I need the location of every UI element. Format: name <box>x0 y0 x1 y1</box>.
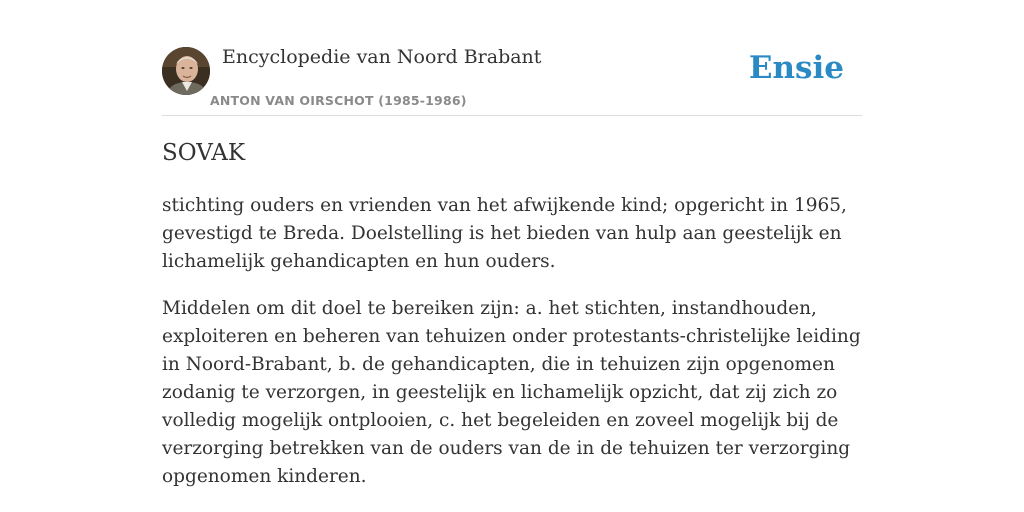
entry-title: SOVAK <box>162 140 246 166</box>
entry-paragraph: Middelen om dit doel te bereiken zijn: a. het stichten, instandhouden, exploiteren en beheren van tehuizen onder protestants-christelijke leiding in Noord-Brabant, b. de gehandicapten, die in tehuizen zijn opgenomen zodanig te verzorgen, in geestelijk en lichamelijk opzicht, dat zij zich zo volledig mogelijk ontplooien, c. het begeleiden en zoveel mogelijk bij de verzorging betrekken van de ouders van de in de tehuizen ter verzorging opgenomen kinderen. <box>162 298 861 487</box>
entry-paragraph: stichting ouders en vrienden van het afwijkende kind; opgericht in 1965, gevestigd te Breda. Doelstelling is het bieden van hulp aan geestelijk en lichamelijk gehandicapten en hun ouders. <box>162 195 847 272</box>
author-name[interactable]: ANTON VAN OIRSCHOT (1985-1986) <box>210 93 467 108</box>
source-title[interactable]: Encyclopedie van Noord Brabant <box>222 46 542 68</box>
author-avatar[interactable] <box>162 47 210 95</box>
author-portrait-icon <box>162 47 210 95</box>
header <box>162 44 862 116</box>
brand-logo[interactable]: Ensie <box>748 50 844 86</box>
entry-body <box>162 192 862 510</box>
